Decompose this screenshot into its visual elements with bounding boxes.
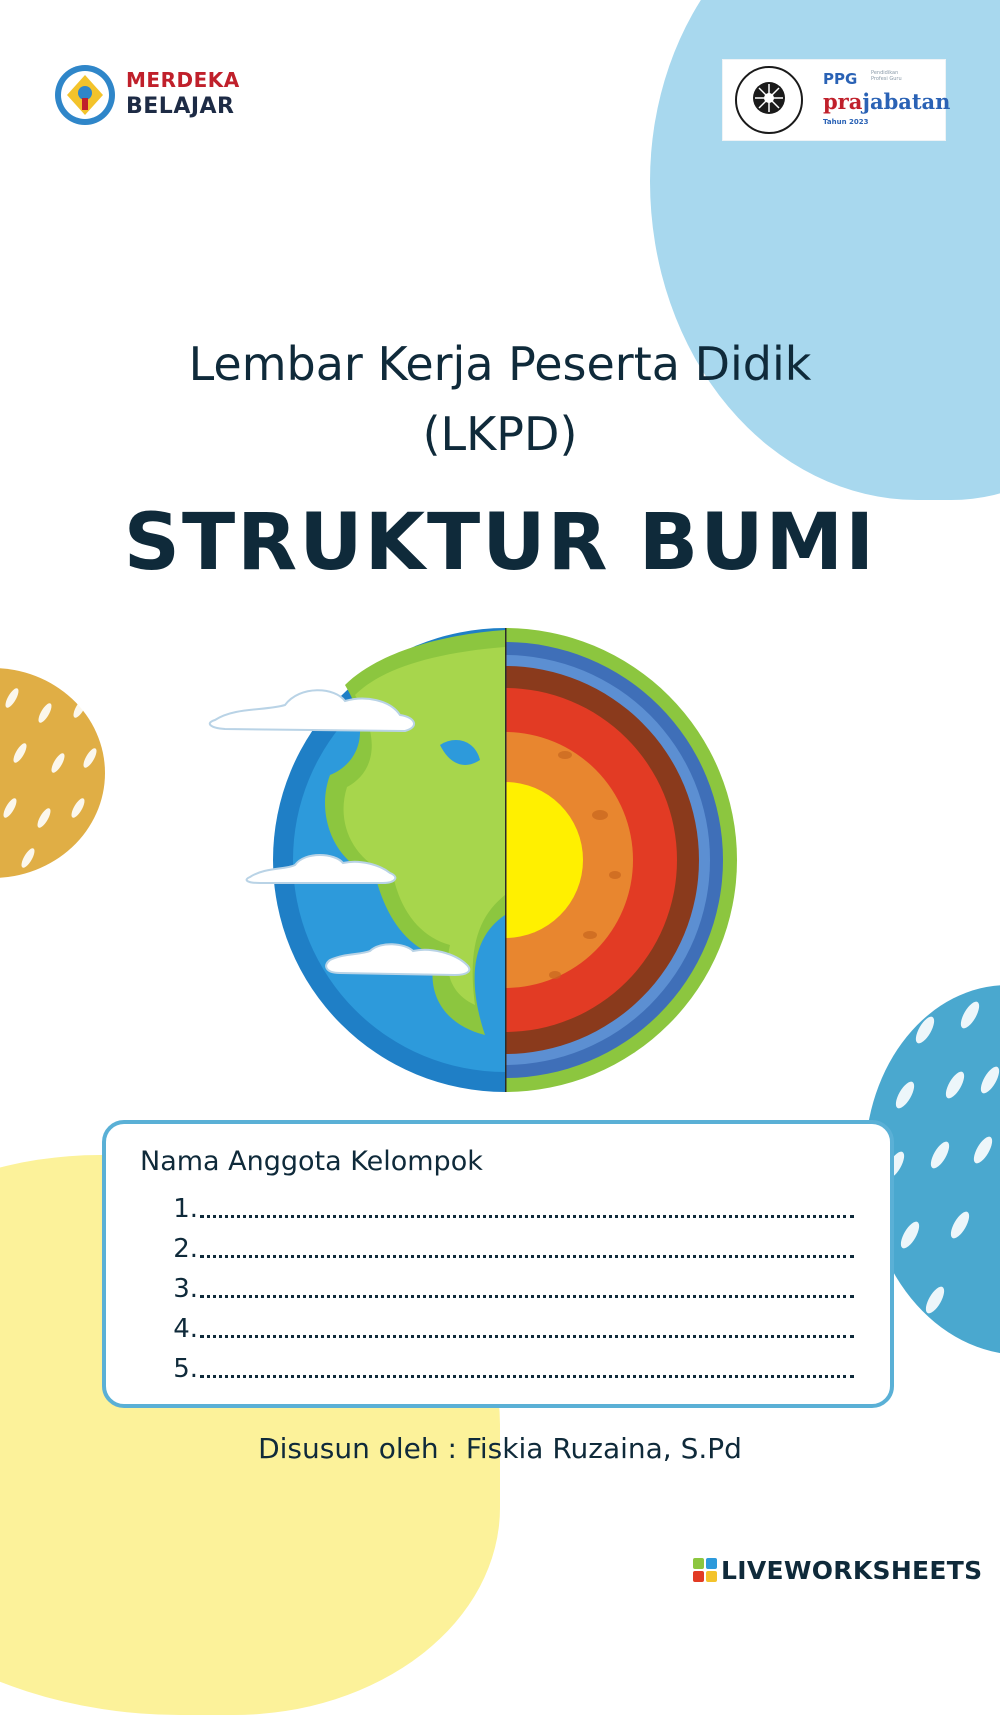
author-credit: Disusun oleh : Fiskia Ruzaina, S.Pd <box>258 1432 742 1465</box>
member-name-line[interactable] <box>200 1335 854 1338</box>
orange-blob-raindrops <box>0 668 105 878</box>
ppg-abbreviation: PPG <box>823 70 858 88</box>
unm-seal-icon <box>733 64 805 136</box>
ppg-prajabatan-logo <box>723 60 951 140</box>
group-members-heading: Nama Anggota Kelompok <box>140 1146 483 1177</box>
member-number: 3. <box>173 1274 198 1304</box>
document-subtitle-line2: (LKPD) <box>422 407 578 461</box>
member-name-line[interactable] <box>200 1215 854 1218</box>
prajabatan-word <box>823 89 950 114</box>
member-number: 2. <box>173 1234 198 1264</box>
belajar-word: BELAJAR <box>126 94 235 119</box>
prajabatan-prefix: pra <box>823 89 863 114</box>
member-row-3[interactable] <box>166 1266 854 1304</box>
member-row-4[interactable] <box>166 1306 854 1344</box>
group-members-box <box>102 1120 894 1408</box>
liveworksheets-brand[interactable] <box>693 1556 993 1586</box>
ppg-small-text: Pendidikan Profesi Guru <box>871 70 902 82</box>
tut-wuri-handayani-icon <box>54 64 116 126</box>
earth-structure-illustration <box>205 615 745 1095</box>
liveworksheets-text: LIVEWORKSHEETS <box>721 1556 983 1585</box>
member-row-5[interactable] <box>166 1346 854 1384</box>
document-subtitle-line1: Lembar Kerja Peserta Didik <box>188 337 812 391</box>
prajabatan-suffix: jabatan <box>862 89 951 114</box>
member-number: 1. <box>173 1194 198 1224</box>
member-name-line[interactable] <box>200 1255 854 1258</box>
merdeka-belajar-logo <box>54 64 240 128</box>
document-main-title: STRUKTUR BUMI <box>123 498 877 588</box>
member-number: 5. <box>173 1354 198 1384</box>
member-row-2[interactable] <box>166 1226 854 1264</box>
merdeka-word: MERDEKA <box>126 68 240 92</box>
member-name-line[interactable] <box>200 1295 854 1298</box>
member-number: 4. <box>173 1314 198 1344</box>
member-name-line[interactable] <box>200 1375 854 1378</box>
liveworksheets-icon <box>693 1558 717 1582</box>
member-row-1[interactable] <box>166 1186 854 1224</box>
ppg-year: Tahun 2023 <box>823 118 869 126</box>
